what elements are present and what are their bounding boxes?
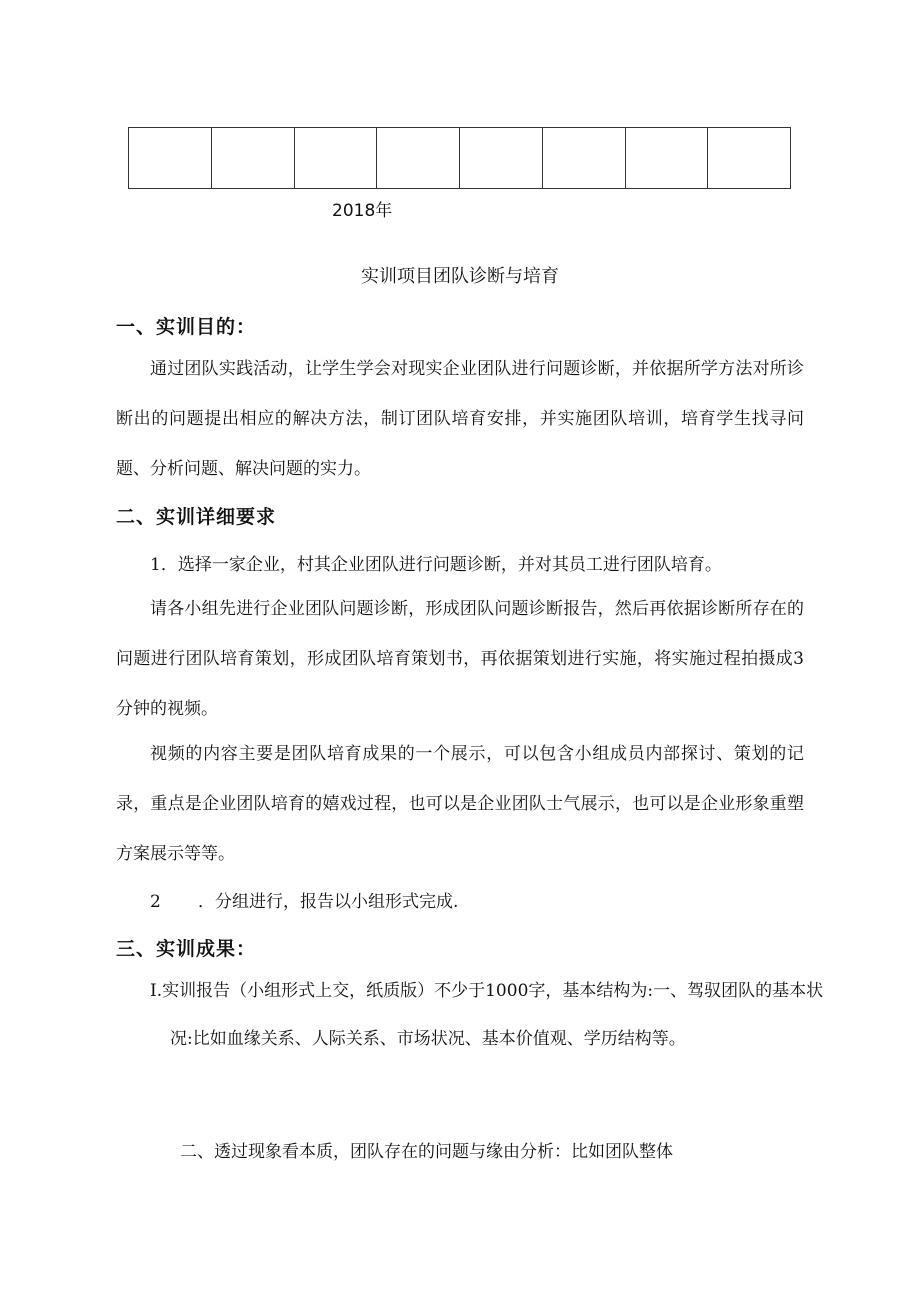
section-heading-outcomes: 三、实训成果： [116, 938, 257, 960]
item-text: 选择一家企业，村其企业团队进行问题诊断，并对其员工进行团队培育。 [177, 555, 722, 575]
outcome-item-2: 二、透过现象看本质，团队存在的问题与缘由分析：比如团队整体 [180, 1142, 673, 1162]
table-cell [625, 128, 708, 189]
table-cell [708, 128, 791, 189]
section-heading-requirements: 二、实训详细要求 [116, 506, 277, 528]
table-cell [294, 128, 377, 189]
table-cell [460, 128, 543, 189]
blank-grid-table [128, 127, 791, 189]
item-text: ．分组进行，报告以小组形式完成. [198, 892, 459, 912]
table-cell [129, 128, 212, 189]
table-cell [211, 128, 294, 189]
requirement-item-2 [150, 887, 458, 912]
table-row [129, 128, 791, 189]
requirements-paragraph-1: 请各小组先进行企业团队问题诊断，形成团队问题诊断报告，然后再依据诊断所存在的问题进行团队培育策划，形成团队培育策划书，再依据策划进行实施，将实施过程拍摄成3分钟的视频。 [116, 599, 804, 719]
table-cell [542, 128, 625, 189]
requirement-item-1 [150, 550, 722, 575]
outcome-item-1: I.实训报告（小组形式上交，纸质版）不少于1000字，基本结构为:一、驾驭团队的基本状况:比如血缘关系、人际关系、市场状况、基本价值观、学历结构等。 [150, 981, 824, 1049]
document-title: 实训项目团队诊断与培育 [361, 266, 559, 287]
requirements-paragraph-2: 视频的内容主要是团队培育成果的一个展示，可以包含小组成员内部探讨、策划的记录，重点是企业团队培育的嬉戏过程，也可以是企业团队士气展示，也可以是企业形象重塑方案展示等等。 [116, 744, 804, 864]
year-label: 2018年 [332, 201, 393, 221]
table-cell [377, 128, 460, 189]
item-number: 2 [150, 892, 161, 912]
item-number: 1． [150, 555, 178, 575]
purpose-paragraph: 通过团队实践活动，让学生学会对现实企业团队进行问题诊断，并依据所学方法对所诊断出的问题提出相应的解决方法，制订团队培育安排，并实施团队培训，培育学生找寻问题、分析问题、解决问题的实力。 [116, 359, 804, 479]
section-heading-purpose: 一、实训目的： [116, 316, 257, 338]
